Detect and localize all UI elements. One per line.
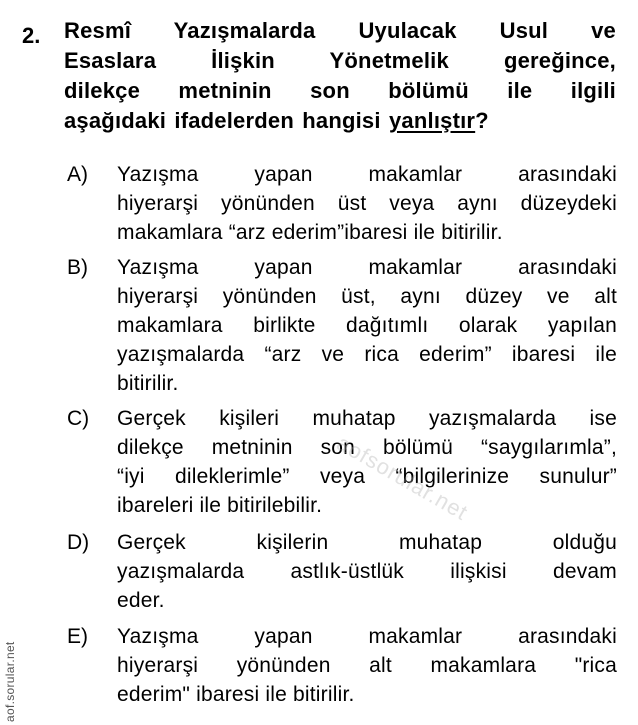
choice-line: bitirilir.: [117, 372, 179, 395]
question-stem-line: [64, 106, 616, 136]
question-stem-line: dilekçe metninin son bölümü ile ilgili: [64, 78, 616, 103]
choice-text: [117, 253, 617, 398]
choice-line: Yazışma yapan makamlar arasındaki: [117, 163, 617, 186]
question-stem: [64, 16, 616, 136]
choice-line: makamlara birlikte dağıtımlı olarak yapılan: [117, 314, 617, 337]
choice-letter: B): [67, 256, 88, 279]
choice-line: hiyerarşi yönünden üst veya aynı düzeydeki: [117, 192, 617, 215]
question-stem-line: Esaslara İlişkin Yönetmelik gereğince,: [64, 48, 616, 73]
choice-letter: E): [67, 625, 88, 648]
question-stem-emphasis: yanlıştır: [389, 108, 476, 133]
choice-text: [117, 160, 617, 247]
diagonal-watermark: aofsorular.net: [332, 430, 473, 526]
choice-line: Yazışma yapan makamlar arasındaki: [117, 625, 617, 648]
choice-line: ederim" ibaresi ile bitirilir.: [117, 683, 355, 706]
choice-line: Gerçek kişileri muhatap yazışmalarda ise: [117, 407, 617, 430]
choice-line: hiyerarşi yönünden alt makamlara "rica: [117, 654, 617, 677]
choice-text: [117, 528, 617, 615]
choice-letter: D): [67, 531, 90, 554]
choice-line: hiyerarşi yönünden üst, aynı düzey ve alt: [117, 285, 617, 308]
choice-line: makamlara “arz ederim”ibaresi ile bitirilir.: [117, 221, 503, 244]
choice-line: yazışmalarda astlık-üstlük ilişkisi devam: [117, 560, 617, 583]
choice-line: ibareleri ile bitirilebilir.: [117, 494, 323, 517]
choice-line: yazışmalarda “arz ve rica ederim” ibaresi ile: [117, 343, 617, 366]
choice-line: eder.: [117, 589, 165, 612]
question-stem-prefix: aşağıdaki ifadelerden hangisi: [64, 108, 389, 133]
choice-text: [117, 622, 617, 709]
question-stem-line: Resmî Yazışmalarda Uyulacak Usul ve: [64, 18, 616, 43]
choice-line: “iyi dileklerimle” veya “bilgilerinize sunulur”: [117, 465, 617, 488]
choice-line: Yazışma yapan makamlar arasındaki: [117, 256, 617, 279]
question-stem-suffix: ?: [475, 108, 489, 133]
choice-letter: A): [67, 163, 88, 186]
choice-letter: C): [67, 407, 90, 430]
choice-line: dilekçe metninin son bölümü “saygılarımla”,: [117, 436, 617, 459]
choice-line: Gerçek kişilerin muhatap olduğu: [117, 531, 617, 554]
question-number: 2.: [22, 23, 41, 48]
side-watermark: aof.sorular.net: [3, 641, 17, 722]
